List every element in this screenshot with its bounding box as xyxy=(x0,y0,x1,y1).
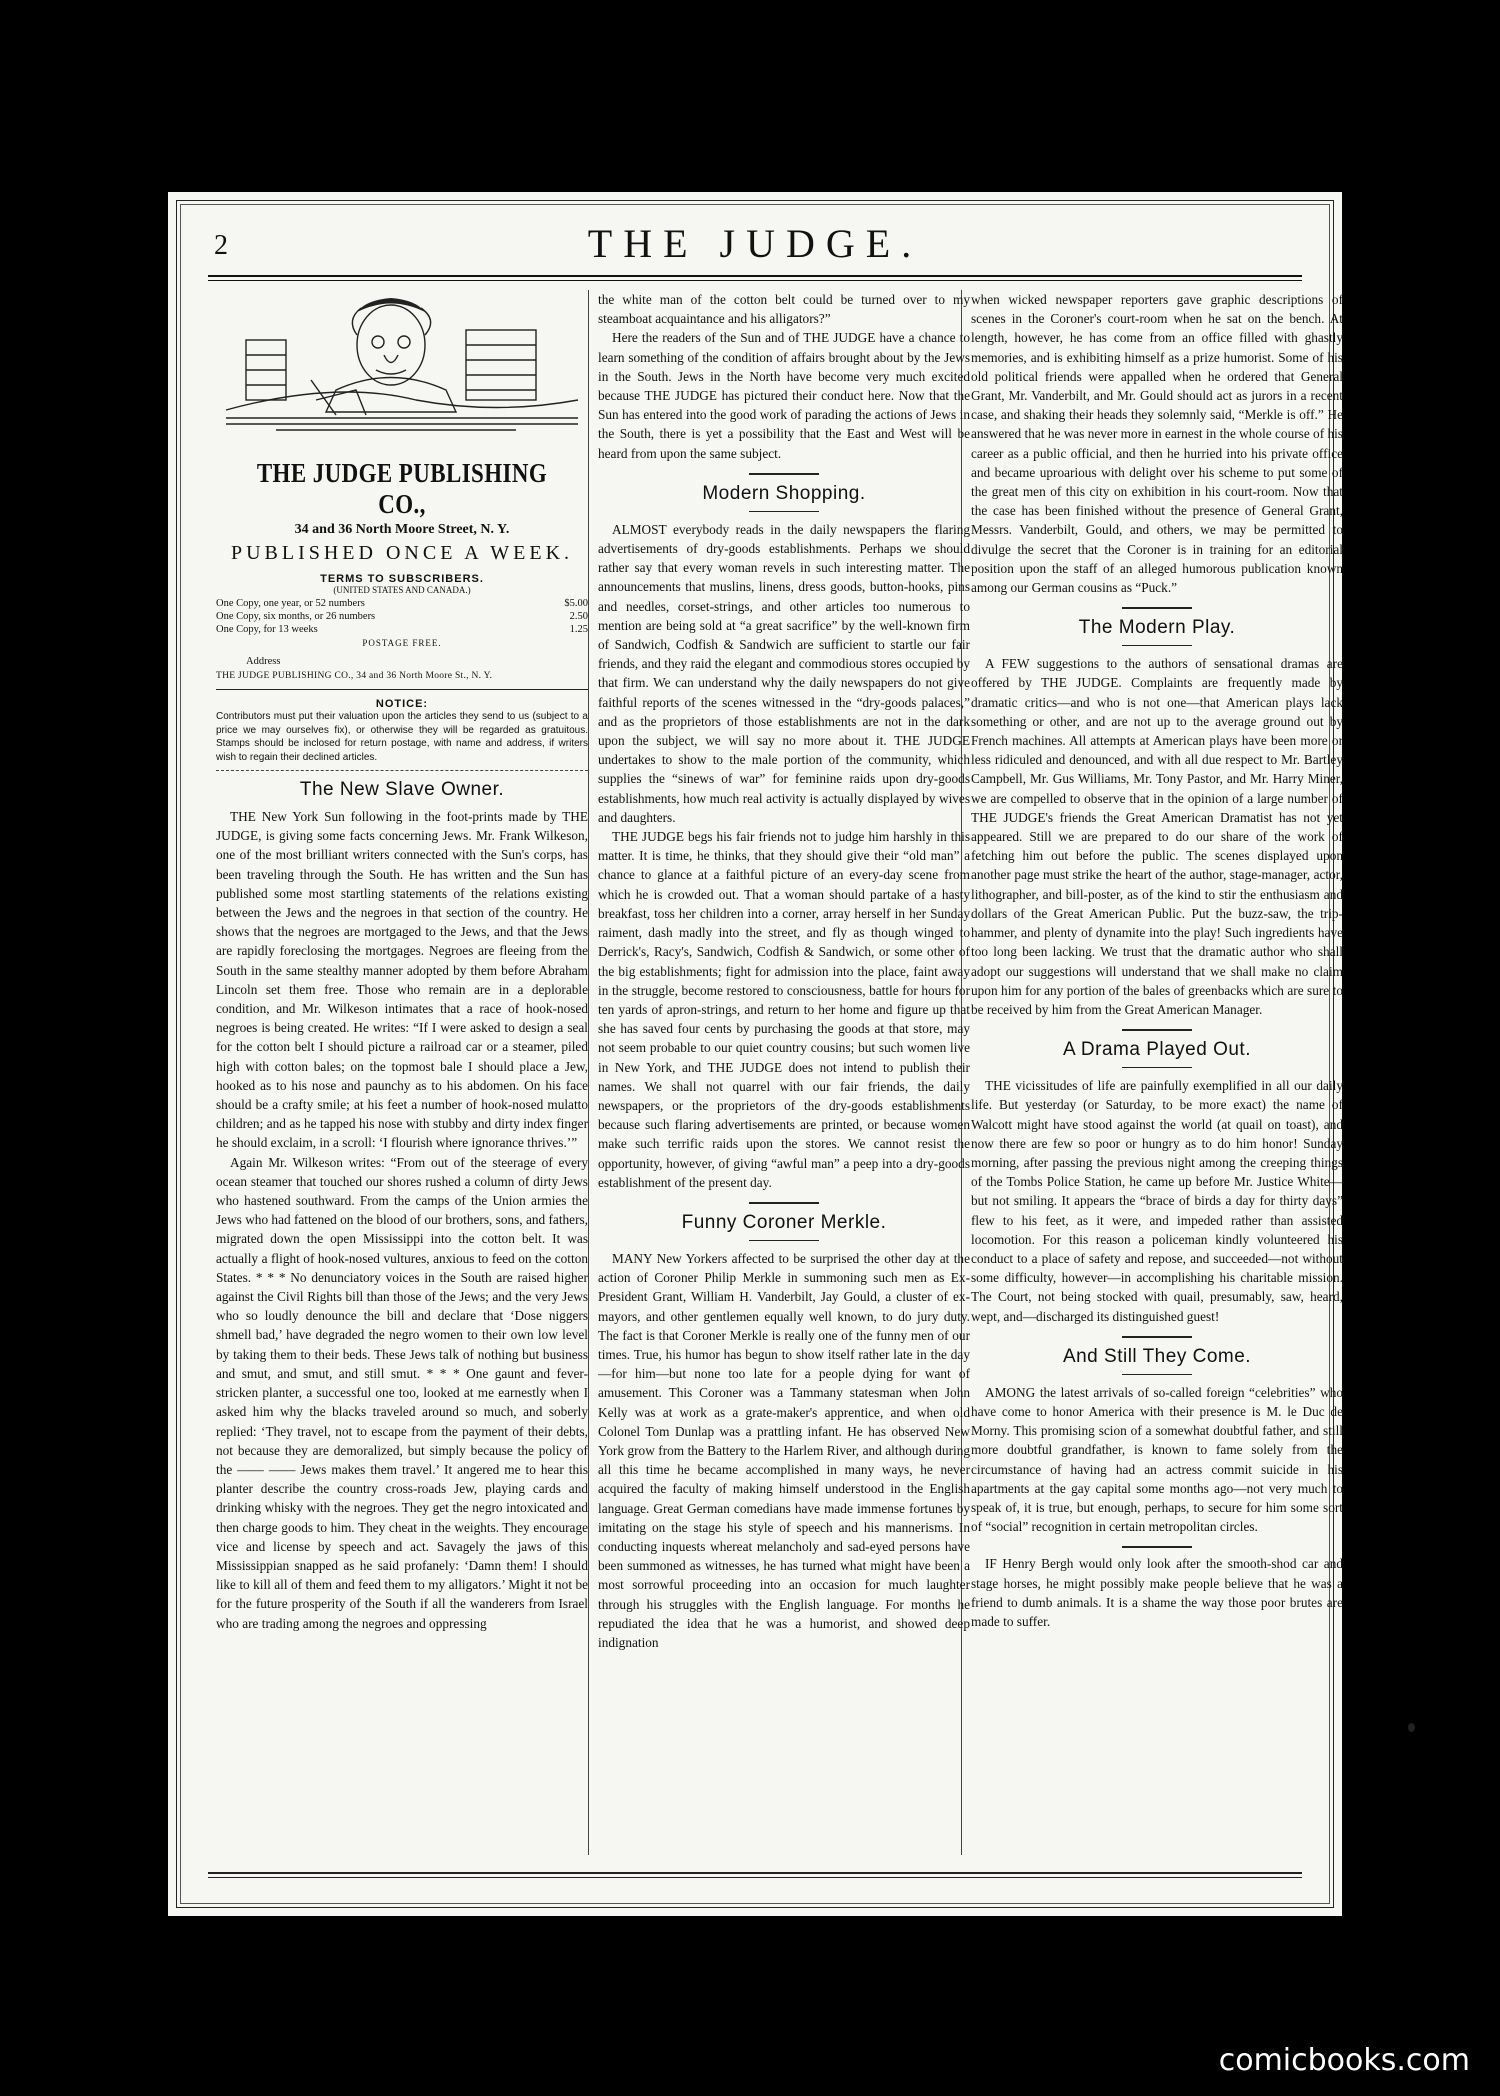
publisher-name: THE JUDGE PUBLISHING CO., xyxy=(256,458,548,519)
publication-frequency: PUBLISHED ONCE A WEEK. xyxy=(230,542,574,564)
judge-caricature-icon xyxy=(216,290,588,450)
rate-price: 2.50 xyxy=(569,611,588,622)
divider xyxy=(1122,1029,1192,1031)
page-number: 2 xyxy=(214,230,228,261)
publisher-address: 34 and 36 North Moore Street, N. Y. xyxy=(294,522,510,537)
article-paragraph: THE JUDGE begs his fair friends not to judge him harshly in this matter. It is time, he thinks, that they should give their “old man” a chance to glance at a faithful picture of an every-day scene from which he is crowded out. That a woman should partake of a hasty breakfast, toss her children into a corner, array herself in her Sunday raiment, dash madly into the street, and fly as though winged to Derrick's, Racy's, Sandwich, Codfish & Sandwich, or some other of the big establishments; fight for admission into the place, faint away in the struggle, become restored to consciousness, battle for hours for ten yards of apron-strings, and return to her home and figure up that she has saved four cents by purchasing the goods at that store, may not seem probable to our quiet country cousins; but such women live in New York, and THE JUDGE does not intend to publish their names. We shall not quarrel with our fair friends, the daily newspapers, or the proprietors of the dry-goods establishments because such flaring advertisements are printed, or because women make such terrific raids upon the stores. We cannot resist the opportunity, however, of giving “awful man” a peep into a dry-goods establishment of the present day. xyxy=(598,829,970,1190)
rate-row xyxy=(216,610,588,623)
article-paragraph: when wicked newspaper reporters gave graphic descriptions of scenes in the Coroner's court-room when he sat on the bench. At length, however, he has come from an office filled with ghastly memories, and is exhibiting himself as a prize humorist. Some of his old political friends were appalled when he ordered that General Grant, Mr. Vanderbilt, and Mr. Gould should act as jurors in a recent case, and shaking their heads they solemnly said, “Merkle is off.” He answered that he was never more in earnest in the whole course of his career as a public official, and then he hurried into his private office and became uproarious with delight over his scheme to put some of the great men of this city on exhibition in his court-room. Now that the case has been finished without the presence of General Grant, Messrs. Vanderbilt, Gould, and others, we may be permitted to divulge the secret that the Coroner is in training for an editorial position upon the staff of an alleged humorous publication known among our German cousins as “Puck.” xyxy=(971,292,1343,596)
article-paragraph: THE vicissitudes of life are painfully exemplified in all our daily life. But yesterday (or Saturday, to be more exact) the name of Walcott might have stood against the world (at quail on toast), and now there are few so poor or hungry as to do him honor! Sunday morning, after passing the previous night among the creeping things of the Tombs Police Station, he came up before Mr. Justice White—but not smiling. It appears the “brace of birds a day for thirty days” flew to his feet, as it were, and impeded rather than assisted locomotion. For this reason a policeman kindly volunteered his conduct to a place of safety and repose, and succeeded—not without some difficulty, however—in accomplishing his charitable mission. The Court, not being stocked with quail, presumably, saw, heard, wept, and—discharged its distinguished guest! xyxy=(971,1078,1343,1324)
divider xyxy=(1122,607,1192,609)
column-2 xyxy=(598,290,970,1850)
article-paragraph: ALMOST everybody reads in the daily newspapers the flaring advertisements of dry-goods establishments. Perhaps we should rather say that every woman revels in such interesting matter. The announcements that muslins, linens, dress goods, button-hooks, pins and needles, corset-strings, and other articles too numerous to mention are being sold at “a great sacrifice” by the well-known firm of Sandwich, Codfish & Sandwich are sufficient to startle our fair friends, and they raid the elegant and commodious stores occupied by that firm. We can understand why the daily newspapers do not give faithful reports of the scenes witnessed in the “dry-goods palaces,” and as the proprietors of those establishments are not in the dark upon the subject, we will say no more about it. THE JUDGE undertakes to show to the male portion of the community, which supplies the “sinews of war” for feminine raids upon dry-goods establishments, how much real activity is actually displayed by wives and daughters. xyxy=(598,521,970,825)
site-watermark: comicbooks.com xyxy=(1218,2043,1470,2078)
column-3 xyxy=(971,290,1343,1850)
article-paragraph: the white man of the cotton belt could be turned over to my steamboat acquaintance and his alligators?” xyxy=(598,292,970,327)
terms-subheading: (UNITED STATES AND CANADA.) xyxy=(333,585,471,595)
divider xyxy=(1122,1336,1192,1338)
article-paragraph: MANY New Yorkers affected to be surprised the other day at the action of Coroner Philip Merkle in summoning such men as Ex-President Grant, William H. Vanderbilt, Jay Gould, a cluster of ex-mayors, and other gentlemen equally well known, to do jury duty. The fact is that Coroner Merkle is really one of the funny men of our times. True, his humor has begun to show itself rather late in the day—for him—but none too late for a people dying for want of amusement. This Coroner was a Tammany statesman when John Kelly was at work as a grate-maker's apprentice, and when old Colonel Tom Dunlap was a prattling infant. He has observed New York grow from the Battery to the Harlem River, and although during all this time he became accomplished in many ways, he never acquired the faculty of making himself understood in the English language. Great German comedians have made immense fortunes by imitating on the stage his style of speech and his mannerisms. In conducting inquests whereat melancholy and sad-eyed persons have been summoned as witnesses, he has turned what might have been a most sorrowful proceeding into an occasion for much laughter through his struggles with the English language. For months he repudiated the idea that he was a humorist, and showed deep indignation xyxy=(598,1250,970,1650)
footer-rule xyxy=(208,1872,1302,1874)
full-address: THE JUDGE PUBLISHING CO., 34 and 36 North Moore St., N. Y. xyxy=(216,671,493,681)
article-title: A Drama Played Out. xyxy=(1063,1039,1251,1061)
article-paragraph: IF Henry Bergh would only look after the smooth-shod car and stage horses, he might possibly make people believe that he was a friend to dumb animals. It is a shame the way those poor brutes are made to suffer. xyxy=(971,1556,1343,1629)
rate-label: One Copy, one year, or 52 numbers xyxy=(216,598,365,609)
newspaper-page xyxy=(168,192,1342,1916)
ink-spot xyxy=(1408,1723,1415,1732)
notice-text: Contributors must put their valuation upon the articles they send to us (subject to a price we may ourselves fix), or otherwise they will be regarded as gratuitous. Stamps should be inclosed for return postage, with name and address, if writers wish to regain their declined articles. xyxy=(216,711,588,763)
article-paragraph: A FEW suggestions to the authors of sensational dramas are offered by THE JUDGE. Complaints are frequently made by dramatic critics—and who is not one—that American plays lack something or other, and are not up to the average ground out by French machines. All attempts at American plays have been more or less ridiculed and denounced, and with all due respect to Mr. Bartley Campbell, Mr. Gus Williams, Mr. Tony Pastor, and Mr. Harry Miner, we are compelled to observe that in the opinion of a large number of THE JUDGE's friends the Great American Dramatist has not yet appeared. Still we are prepared to do our share of the work of fetching him out before the public. The scenes displayed upon another page must strike the heart of the author, stage-manager, actor, lithographer, and bill-poster, as of the kind to stir the enthusiasm and dollars of the Great American Public. Put the buzz-saw, the trip-hammer, and plenty of dynamite into the play! Such ingredients have too long been lacking. We trust that the dramatic author who shall adopt our suggestions will understand that we shall make no claim upon him for any portion of the bales of greenbacks which are sure to be received by him from the Great American Manager. xyxy=(971,656,1343,1017)
article-title: And Still They Come. xyxy=(1062,1345,1252,1367)
rate-price: $5.00 xyxy=(564,598,588,609)
column-1 xyxy=(216,290,588,1850)
header-rule xyxy=(208,275,1302,277)
rate-label: One Copy, for 13 weeks xyxy=(216,624,318,635)
article-title: The Modern Play. xyxy=(1078,617,1236,639)
divider xyxy=(749,1202,819,1204)
dashed-divider xyxy=(216,770,588,771)
divider xyxy=(1122,1067,1192,1068)
rate-row xyxy=(216,623,588,636)
article-title: The New Slave Owner. xyxy=(299,779,505,800)
rate-price: 1.25 xyxy=(569,624,588,635)
divider xyxy=(1122,645,1192,646)
terms-heading: TERMS TO SUBSCRIBERS. xyxy=(320,573,484,585)
notice-heading: NOTICE: xyxy=(375,698,429,710)
column-divider xyxy=(588,290,589,1855)
divider xyxy=(1122,1374,1192,1375)
editor-illustration xyxy=(216,290,588,450)
header-rule-thin xyxy=(208,280,1302,281)
article-paragraph: AMONG the latest arrivals of so-called foreign “celebrities” who have come to honor America with their presence is M. le Duc de Morny. This promising scion of a somewhat doubtful father, and still more doubtful grandfather, is known to fame solely from the circumstance of having had an actress commit suicide in his apartments at the gay capital some months ago—not very much to speak of, it is true, but enough, perhaps, to secure for him some sort of “social” recognition in certain metropolitan circles. xyxy=(971,1384,1343,1535)
divider xyxy=(1122,1546,1192,1548)
address-label: Address xyxy=(246,656,281,667)
postage-note: POSTAGE FREE. xyxy=(362,638,442,648)
divider xyxy=(749,511,819,512)
divider xyxy=(749,473,819,475)
article-paragraph: Again Mr. Wilkeson writes: “From out of the steerage of every ocean steamer that touched our shores rushed a column of dirty Jews who hastened southward. From the camps of the Union armies the Jews who had fattened on the blood of our brothers, sons, and fathers, migrated down the open Mississippi into the cotton belt. It was actually a flight of hook-nosed vultures, anxious to feed on the cotton States. * * * No denunciatory voices in the South are raised higher against the Civil Rights bill than those of the Jews; and the very Jews who so loudly denounce the bill and declare that ‘Dose niggers shmell bad,’ have degraded the negro women to their own low level by taking them to their beds. These Jews talk of nothing but business and smut, and smut, and still smut. * * * One gaunt and fever-stricken planter, a successful one too, looked at me earnestly when I asked him why the blacks traveled around so much, and soberly replied: ‘They travel, not to escape from the payment of their debts, not because they are demoralized, but simply because the policy of the —— —— Jews makes them travel.’ It angered me to hear this planter describe the country cross-roads Jew, playing cards and drinking whisky with the negroes. They get the negro intoxicated and then charge goods to him. They cheat in the weights. They encourage vice and license by speech and act. Savagely the jaws of this Mississippian snapped as he said profanely: ‘Damn them! I should like to kill all of them and feed them to my alligators.’ Might it not be for the future prosperity of the South if all the wanderers from Israel who are trading among the negroes and oppressing xyxy=(216,1154,588,1631)
article-paragraph: Here the readers of the Sun and of THE JUDGE have a chance to learn something of the condition of affairs brought about by the Jews in the South. Jews in the North have become very much excited because THE JUDGE has pictured their conduct here. Now that the Sun has entered into the good work of parading the actions of Jews in the South, there is yet a possibility that the East and West will be heard from upon the same subject. xyxy=(598,330,970,461)
rate-row xyxy=(216,597,588,610)
divider xyxy=(216,689,588,690)
divider xyxy=(749,1240,819,1241)
footer-rule-thin xyxy=(208,1877,1302,1878)
article-title: Funny Coroner Merkle. xyxy=(681,1211,887,1233)
masthead: THE JUDGE. xyxy=(587,221,923,266)
rate-label: One Copy, six months, or 26 numbers xyxy=(216,611,376,622)
article-paragraph: THE New York Sun following in the foot-prints made by THE JUDGE, is giving some facts concerning Jews. Mr. Frank Wilkeson, one of the most brilliant writers connected with the Sun's corps, has been traveling through the South. He has written and the Sun has published some most startling statements of the relations existing between the Jews and the negroes in that section of the country. He shows that the negroes are mortgaged to the Jews, and that the Jews are rapidly foreclosing the mortgages. Negroes are fleeing from the South in the same stealthy manner adopted by them before Abraham Lincoln set them free. Those who remain are in a deplorable condition, and Mr. Wilkeson intimates that a race of hook-nosed negroes is being created. He writes: “If I were asked to design a seal for the cotton belt I should picture a railroad car or a steamer, piled high with cotton bales; on the topmost bale I should place a Jew, hooked as to his nose and paunchy as to his abdomen. On his face should be a crafty smile; at his feet a number of hook-nosed mulatto children; and as he tapped his nose with stubby and dirty index finger he should exclaim, in a scroll: ‘I flourish where ignorance thrives.’” xyxy=(216,809,588,1151)
article-title: Modern Shopping. xyxy=(702,482,866,504)
